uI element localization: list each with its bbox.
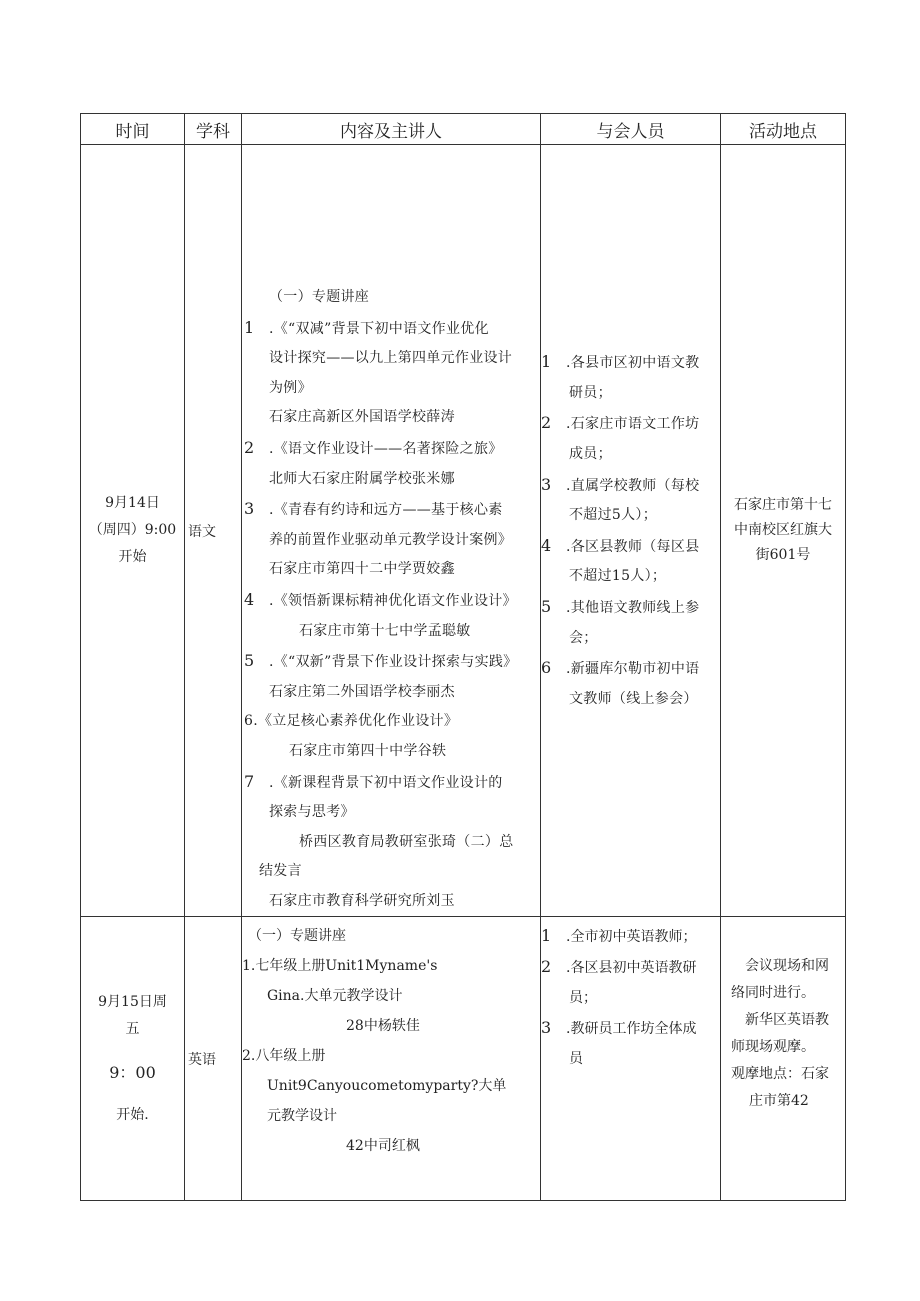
- content-line: 1.七年级上册Unit1Myname's: [242, 958, 438, 975]
- location-line: 观摩地点：石家: [731, 1066, 829, 1083]
- content-line: 结发言: [259, 863, 302, 880]
- content-line: 设计探究——以九上第四单元作业设计: [269, 350, 513, 367]
- content-line: .《“双新”背景下作业设计探索与实践》: [269, 654, 518, 671]
- attendee-line: .其他语文教师线上参: [566, 599, 700, 616]
- location-cell: [721, 917, 846, 1201]
- location-cell: [721, 145, 846, 917]
- attendee-line: 不超过15人）；: [569, 568, 667, 585]
- attendee-line: .各区县初中英语教研: [566, 960, 697, 977]
- content-line: 28中杨轶佳: [346, 1018, 420, 1035]
- schedule-table: [80, 113, 846, 1201]
- content-line: 桥西区教育局教研室张琦（二）总: [299, 833, 514, 850]
- header-content: 内容及主讲人: [242, 114, 541, 145]
- location-line: 新华区英语教: [745, 1012, 829, 1029]
- item-number: 2: [541, 413, 552, 433]
- attendee-line: 员；: [569, 990, 597, 1007]
- item-number: 3: [541, 474, 552, 494]
- location-line: 会议现场和网: [745, 958, 829, 975]
- attendee-line: 会；: [569, 629, 598, 646]
- item-number: 3: [541, 1018, 552, 1038]
- time-line: 五: [125, 1020, 140, 1037]
- time-line: 9月15日周: [98, 993, 167, 1010]
- attendees-cell: [541, 917, 721, 1201]
- time-line: 开始: [118, 549, 147, 566]
- item-number: 4: [541, 535, 552, 555]
- item-number: 6: [541, 658, 552, 678]
- attendee-line: .各区县教师（每区县: [566, 538, 700, 555]
- content-line: 石家庄市第四十中学谷轶: [289, 742, 447, 759]
- content-line: 2.八年级上册: [242, 1048, 326, 1065]
- item-number: 5: [541, 596, 552, 616]
- item-number: 7: [244, 771, 255, 791]
- subject-cell: 英语: [185, 917, 242, 1201]
- attendee-line: 研员；: [569, 384, 612, 401]
- time-line: 9月14日: [105, 495, 160, 512]
- attendee-line: 文教师（线上参会）: [569, 690, 698, 707]
- content-line: 北师大石家庄附属学校张米娜: [269, 470, 455, 487]
- attendee-line: 员: [569, 1051, 583, 1068]
- attendee-line: 成员；: [569, 445, 612, 462]
- attendee-line: .新疆库尔勒市初中语: [566, 661, 700, 678]
- content-line: （一）专题讲座: [248, 928, 346, 945]
- content-line: 6.《立足核心素养优化作业设计》: [244, 713, 459, 730]
- time-cell: [81, 145, 185, 917]
- table-row: [81, 145, 846, 917]
- time-line: （周四）9:00: [88, 522, 177, 539]
- location-line: 庄市第42: [749, 1093, 809, 1110]
- header-location: 活动地点: [721, 114, 846, 145]
- item-number: 1: [244, 317, 255, 337]
- content-line: Unit9Canyoucometomyparty?大单: [267, 1078, 507, 1095]
- item-number: 1: [541, 926, 552, 946]
- content-line: Gina.大单元教学设计: [267, 988, 403, 1005]
- content-line: 石家庄第二外国语学校李丽杰: [269, 683, 455, 700]
- attendee-line: .直属学校教师（每校: [566, 477, 700, 494]
- time-cell: [81, 917, 185, 1201]
- location-line: 街601号: [755, 547, 811, 564]
- content-line: 石家庄市教育科学研究所刘玉: [269, 892, 455, 909]
- item-number: 5: [244, 651, 255, 671]
- content-line: 为例》: [269, 379, 312, 396]
- table-row: [81, 917, 846, 1201]
- content-line: 石家庄市第四十二中学贾姣鑫: [269, 561, 455, 578]
- content-line: 探索与思考》: [269, 804, 355, 821]
- attendee-line: .教研员工作坊全体成: [566, 1021, 697, 1038]
- content-line: .《新课程背景下初中语文作业设计的: [269, 774, 503, 791]
- attendees-cell: [541, 145, 721, 917]
- attendee-line: 不超过5人）；: [569, 507, 658, 524]
- header-row: [81, 114, 846, 145]
- content-cell: [242, 917, 541, 1201]
- content-line: .《青春有约诗和远方——基于核心素: [269, 502, 503, 519]
- content-cell: [242, 145, 541, 917]
- content-line: 养的前置作业驱动单元教学设计案例》: [269, 531, 513, 548]
- location-line: 石家庄市第十七: [734, 497, 832, 514]
- header-attendees: 与会人员: [541, 114, 721, 145]
- header-time: 时间: [81, 114, 185, 145]
- item-number: 3: [244, 499, 255, 519]
- time-line: 9：00: [109, 1062, 156, 1082]
- attendee-line: .石家庄市语文工作坊: [566, 416, 700, 433]
- content-line: （一）专题讲座: [269, 289, 370, 305]
- content-line: 石家庄高新区外国语学校薛涛: [269, 409, 455, 426]
- content-line: .《语文作业设计——名著探险之旅》: [269, 440, 503, 457]
- time-line: 开始.: [116, 1106, 149, 1123]
- location-line: 师现场观摩。: [731, 1039, 815, 1056]
- content-line: 42中司红枫: [346, 1138, 420, 1155]
- location-line: 络同时进行。: [731, 985, 815, 1002]
- location-line: 中南校区红旗大: [734, 522, 832, 539]
- content-line: 石家庄市第十七中学孟聪敏: [299, 622, 471, 639]
- item-number: 2: [244, 437, 255, 457]
- content-line: 元教学设计: [267, 1108, 337, 1125]
- content-line: .《领悟新课标精神优化语文作业设计》: [269, 592, 517, 609]
- header-subject: 学科: [185, 114, 242, 145]
- item-number: 1: [541, 352, 552, 372]
- item-number: 2: [541, 957, 552, 977]
- item-number: 4: [244, 589, 255, 609]
- content-line: .《“双减”背景下初中语文作业优化: [269, 320, 489, 337]
- attendee-line: .各县市区初中语文教: [566, 355, 700, 372]
- attendee-line: .全市初中英语教师；: [566, 929, 697, 946]
- subject-cell: 语文: [185, 145, 242, 917]
